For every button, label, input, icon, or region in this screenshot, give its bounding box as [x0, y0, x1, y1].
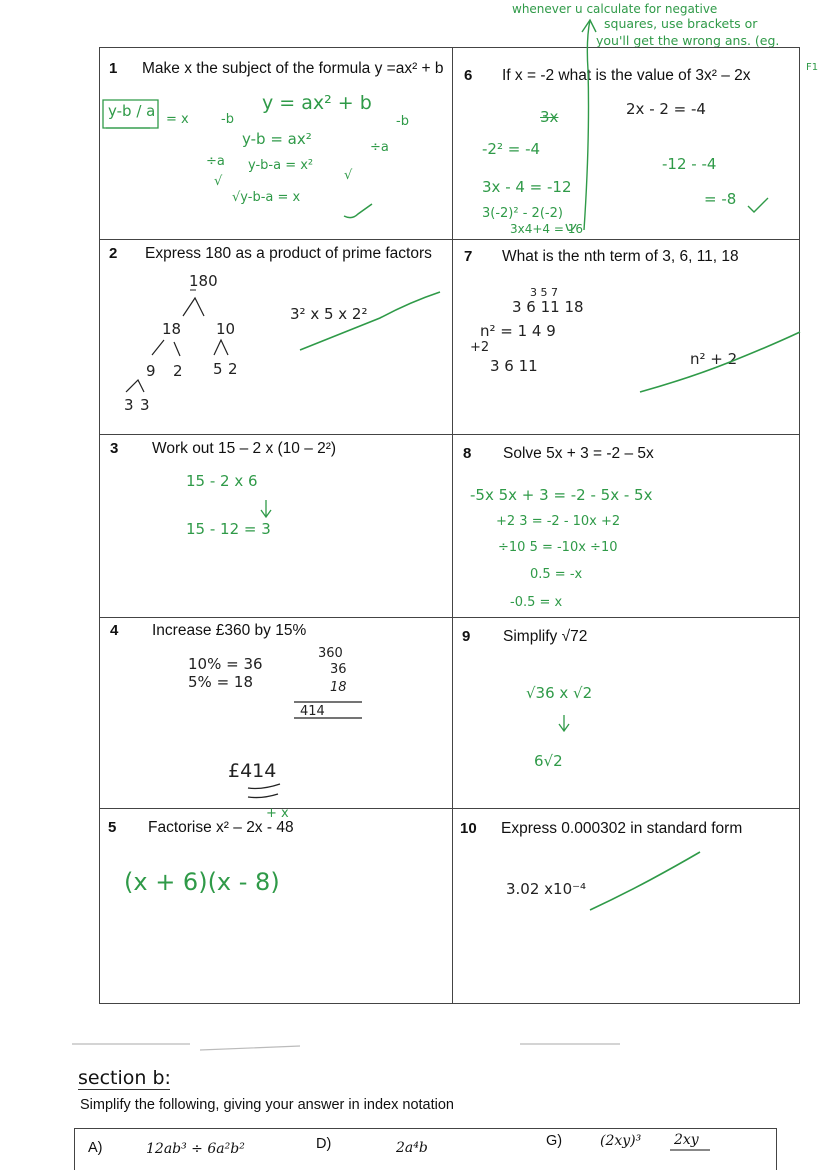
q8-line4: 0.5 = -x: [530, 567, 583, 582]
part-expr-a: 12ab³ ÷ 6a²b²: [146, 1141, 245, 1157]
scan-rule: [72, 1044, 620, 1050]
part-label-d: D): [316, 1136, 332, 1152]
question-text: Factorise x² – 2x - 48: [148, 819, 294, 836]
q2-tree-node: 2: [173, 362, 183, 380]
q2-tree-node: 5: [213, 360, 223, 378]
margin-mark: F1: [806, 62, 819, 73]
q6-crossed: 3x: [540, 108, 559, 126]
question-text: Express 180 as a product of prime factors: [145, 245, 432, 262]
q5-answer: (x + 6)(x - 8): [124, 868, 280, 896]
question-text: Make x the subject of the formula y =ax² + b: [142, 60, 444, 77]
q1-line1: y = ax² + b: [262, 92, 372, 114]
q5-sign-marks: + x: [266, 806, 289, 821]
q6-line-c: 3x - 4 = -12: [482, 178, 572, 196]
q4-column-sum: 18: [330, 680, 347, 695]
q1-boxed-answer: y-b / a: [108, 102, 156, 120]
q1-minus-b: -b: [221, 112, 234, 127]
q3-line1: 15 - 2 x 6: [186, 472, 258, 490]
q9-answer: 6√2: [534, 752, 563, 770]
q6-line-g: 3x4+4 = 16: [510, 222, 584, 236]
q1-equals-x: = x: [166, 112, 189, 127]
q4-column-sum: 36: [330, 662, 347, 677]
q4-column-sum: 360: [318, 646, 343, 661]
question-text: Simplify √72: [503, 628, 588, 645]
question-number: 3: [110, 440, 119, 457]
q1-line1-note: -b: [396, 114, 409, 129]
question-text: What is the nth term of 3, 6, 11, 18: [502, 248, 739, 265]
q6-line-e: = -8: [704, 190, 737, 208]
question-text: Work out 15 – 2 x (10 – 2²): [152, 440, 337, 457]
question-text: Solve 5x + 3 = -2 – 5x: [503, 445, 654, 462]
q6-line-f: 3(-2)² - 2(-2): [482, 206, 563, 221]
q1-line2: y-b = ax²: [242, 130, 312, 148]
grid-row-divider: [99, 808, 800, 809]
q8-line5: -0.5 = x: [510, 595, 563, 610]
section-b-underline: [78, 1089, 170, 1090]
q1-line3: y-b-a = x²: [248, 158, 314, 173]
question-text: Increase £360 by 15%: [152, 622, 307, 639]
q6-line-b: 2x - 2 = -4: [626, 100, 706, 118]
q4-five-percent: 5% = 18: [188, 673, 253, 691]
q1-line4: √y-b-a = x: [232, 190, 301, 205]
q7-answer: n² + 2: [690, 350, 738, 368]
q2-tree-node: 10: [216, 320, 236, 338]
question-number: 2: [109, 245, 118, 262]
grid-row-divider: [99, 239, 800, 240]
q7-sequence: 3 6 11 18: [512, 298, 584, 316]
q9-line1: √36 x √2: [526, 684, 593, 702]
q7-differences: 3 5 7: [530, 286, 558, 299]
part-label-a: A): [88, 1140, 103, 1156]
q8-line3: ÷10 5 = -10x ÷10: [498, 540, 618, 555]
q6-line-d: -12 - -4: [662, 155, 717, 173]
q8-line2: +2 3 = -2 - 10x +2: [496, 514, 621, 529]
grid-row-divider: [99, 617, 800, 618]
question-number: 4: [110, 622, 119, 639]
top-note-line1: whenever u calculate for negative: [512, 2, 718, 16]
question-number: 5: [108, 819, 117, 836]
q4-ten-percent: 10% = 36: [188, 655, 263, 673]
grid-column-divider: [452, 47, 453, 1004]
top-note-line2: squares, use brackets or: [604, 16, 758, 31]
question-number: 8: [463, 445, 472, 462]
q1-divide-a: ÷a: [206, 154, 225, 169]
question-number: 10: [460, 820, 477, 837]
q8-line1: -5x 5x + 3 = -2 - 5x - 5x: [470, 486, 653, 504]
top-note-arrow-head: [582, 20, 596, 32]
q2-tree-node: 9: [146, 362, 156, 380]
grid-row-divider: [99, 434, 800, 435]
q4-column-sum: 414: [300, 704, 325, 719]
q2-tree-top: 180: [189, 272, 218, 290]
q10-answer: 3.02 x10⁻⁴: [506, 880, 587, 898]
question-number: 6: [464, 67, 473, 84]
q1-sqrt: √: [214, 174, 223, 189]
q1-line2-note: ÷a: [370, 140, 389, 155]
section-b-title: section b:: [78, 1067, 171, 1089]
q7-plus2: +2: [470, 340, 490, 355]
q2-tree-node: 18: [162, 320, 182, 338]
question-number: 9: [462, 628, 471, 645]
section-b-instruction: Simplify the following, giving your answer in index notation: [80, 1097, 454, 1113]
q4-answer: £414: [228, 760, 277, 782]
question-text: If x = -2 what is the value of 3x² – 2x: [502, 67, 751, 84]
top-note-line3: you'll get the wrong ans. (eg.: [596, 33, 780, 48]
part-g-numerator: 2xy: [674, 1132, 699, 1148]
q3-line2: 15 - 12 = 3: [186, 520, 271, 538]
q6-line-a: -2² = -4: [482, 140, 541, 158]
q7-n-squared: n² = 1 4 9: [480, 322, 556, 340]
question-number: 7: [464, 248, 473, 265]
q7-row: 3 6 11: [490, 357, 538, 375]
q2-tree-node: 2: [228, 360, 238, 378]
part-expr-g: (2xy)³: [600, 1133, 642, 1149]
question-number: 1: [109, 60, 118, 77]
question-text: Express 0.000302 in standard form: [501, 820, 743, 837]
q2-tree-node: 3: [124, 396, 134, 414]
part-label-g: G): [546, 1133, 563, 1149]
q2-tree-node: 3: [140, 396, 150, 414]
q2-answer: 3² x 5 x 2²: [290, 305, 368, 323]
q1-line3-note: √: [344, 168, 353, 183]
part-expr-d: 2a⁴b: [396, 1140, 428, 1156]
